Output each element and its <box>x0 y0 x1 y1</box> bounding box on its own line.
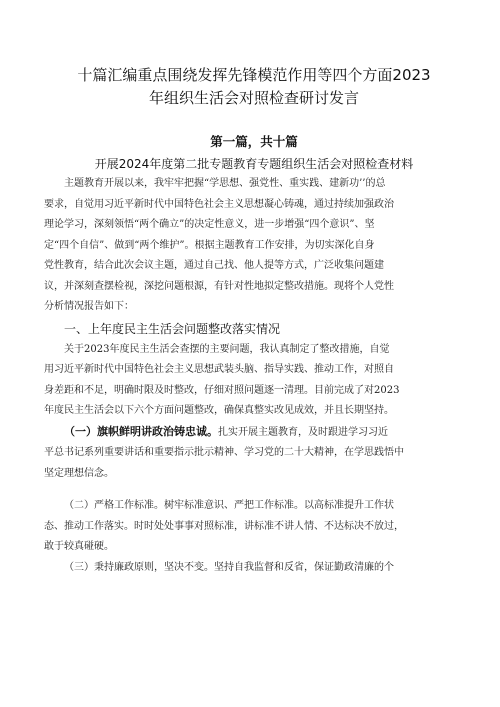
item1-paragraph <box>44 422 464 485</box>
intro-line: 分析情况报告如下： <box>44 301 134 312</box>
intro-line: 理论学习，深刻领悟“两个确立”的决定性意义，进一步增强“四个意识”、坚 <box>44 219 375 230</box>
item2-line: 态、推动工作落实。时时处处事事对照标准，讲标准不讲人情、不达标决不放过， <box>44 520 404 532</box>
item1-line: 坚定理想信念。 <box>44 467 114 479</box>
title-line-2: 年组织生活会对照检查研讨发言 <box>148 89 359 107</box>
part-title: 第一篇，共十篇 <box>210 134 298 149</box>
item1-line: 扎实开展主题教育，及时跟进学习习近 <box>218 426 388 438</box>
intro-line: 定“四个自信”、做到“两个维护”。根据主题教育工作安排，为切实深化自身 <box>44 239 375 251</box>
title-line-1: 十篇汇编重点围绕发挥先锋模范作用等四个方面2023 <box>77 66 431 84</box>
section1-line: 用习近平新时代中国特色社会主义思想武装头脑、指导实践、推动工作，对照自 <box>44 364 394 375</box>
item1-lead: （一）旗帜鲜明讲政治铸忠诚。 <box>64 424 218 438</box>
section1-line: 年度民主生活会以下六个方面问题整改，确保真整实改见成效，并且长期坚持。 <box>44 405 394 416</box>
item2-paragraph <box>44 496 464 558</box>
intro-line: 要求，自觉用习近平新时代中国特色社会主义思想凝心铸魂，通过持续加强政治 <box>44 198 394 210</box>
item1-first-line <box>44 422 464 444</box>
intro-line: 党性教育，结合此次会议主题，通过自己找、他人提等方式，广泛收集问题建 <box>44 260 384 271</box>
item2-line: 敢于较真碰硬。 <box>44 541 114 552</box>
spacer <box>44 484 464 496</box>
section-heading: 一、上年度民主生活会问题整改落实情况 <box>64 321 281 336</box>
document-title <box>44 0 464 110</box>
section1-line: 关于2023年度民主生活会查摆的主要问题，我认真制定了整改措施，自觉 <box>64 343 390 355</box>
item1-line: 平总书记系列重要讲话和重要指示批示精神、学习党的二十大精神，在学思践悟中 <box>44 447 404 458</box>
section1-line: 身差距和不足，明确时限及时整改，仔细对照问题逐一清理。目前完成了对2023 <box>44 384 400 396</box>
intro-paragraph <box>44 174 464 318</box>
material-title: 开展2024年度第二批专题教育专题组织生活会对照检查材料 <box>94 157 414 171</box>
section1-paragraph <box>44 340 464 422</box>
item2-line: （二）严格工作标准。树牢标准意识、严把工作标准。以高标准提升工作状 <box>64 500 394 511</box>
intro-line: 议，并深刻查摆检视，深挖问题根源，有针对性地拟定整改措施。现将个人党性 <box>44 280 394 292</box>
item3-line: （三）秉持廉政原则，坚决不变。坚持自我监督和反省，保证勤政清廉的个 <box>64 561 394 573</box>
item3-paragraph <box>44 558 464 579</box>
intro-line: 主题教育开展以来，我牢牢把握“学思想、强党性、重实践、建新功’’的总 <box>64 178 386 189</box>
